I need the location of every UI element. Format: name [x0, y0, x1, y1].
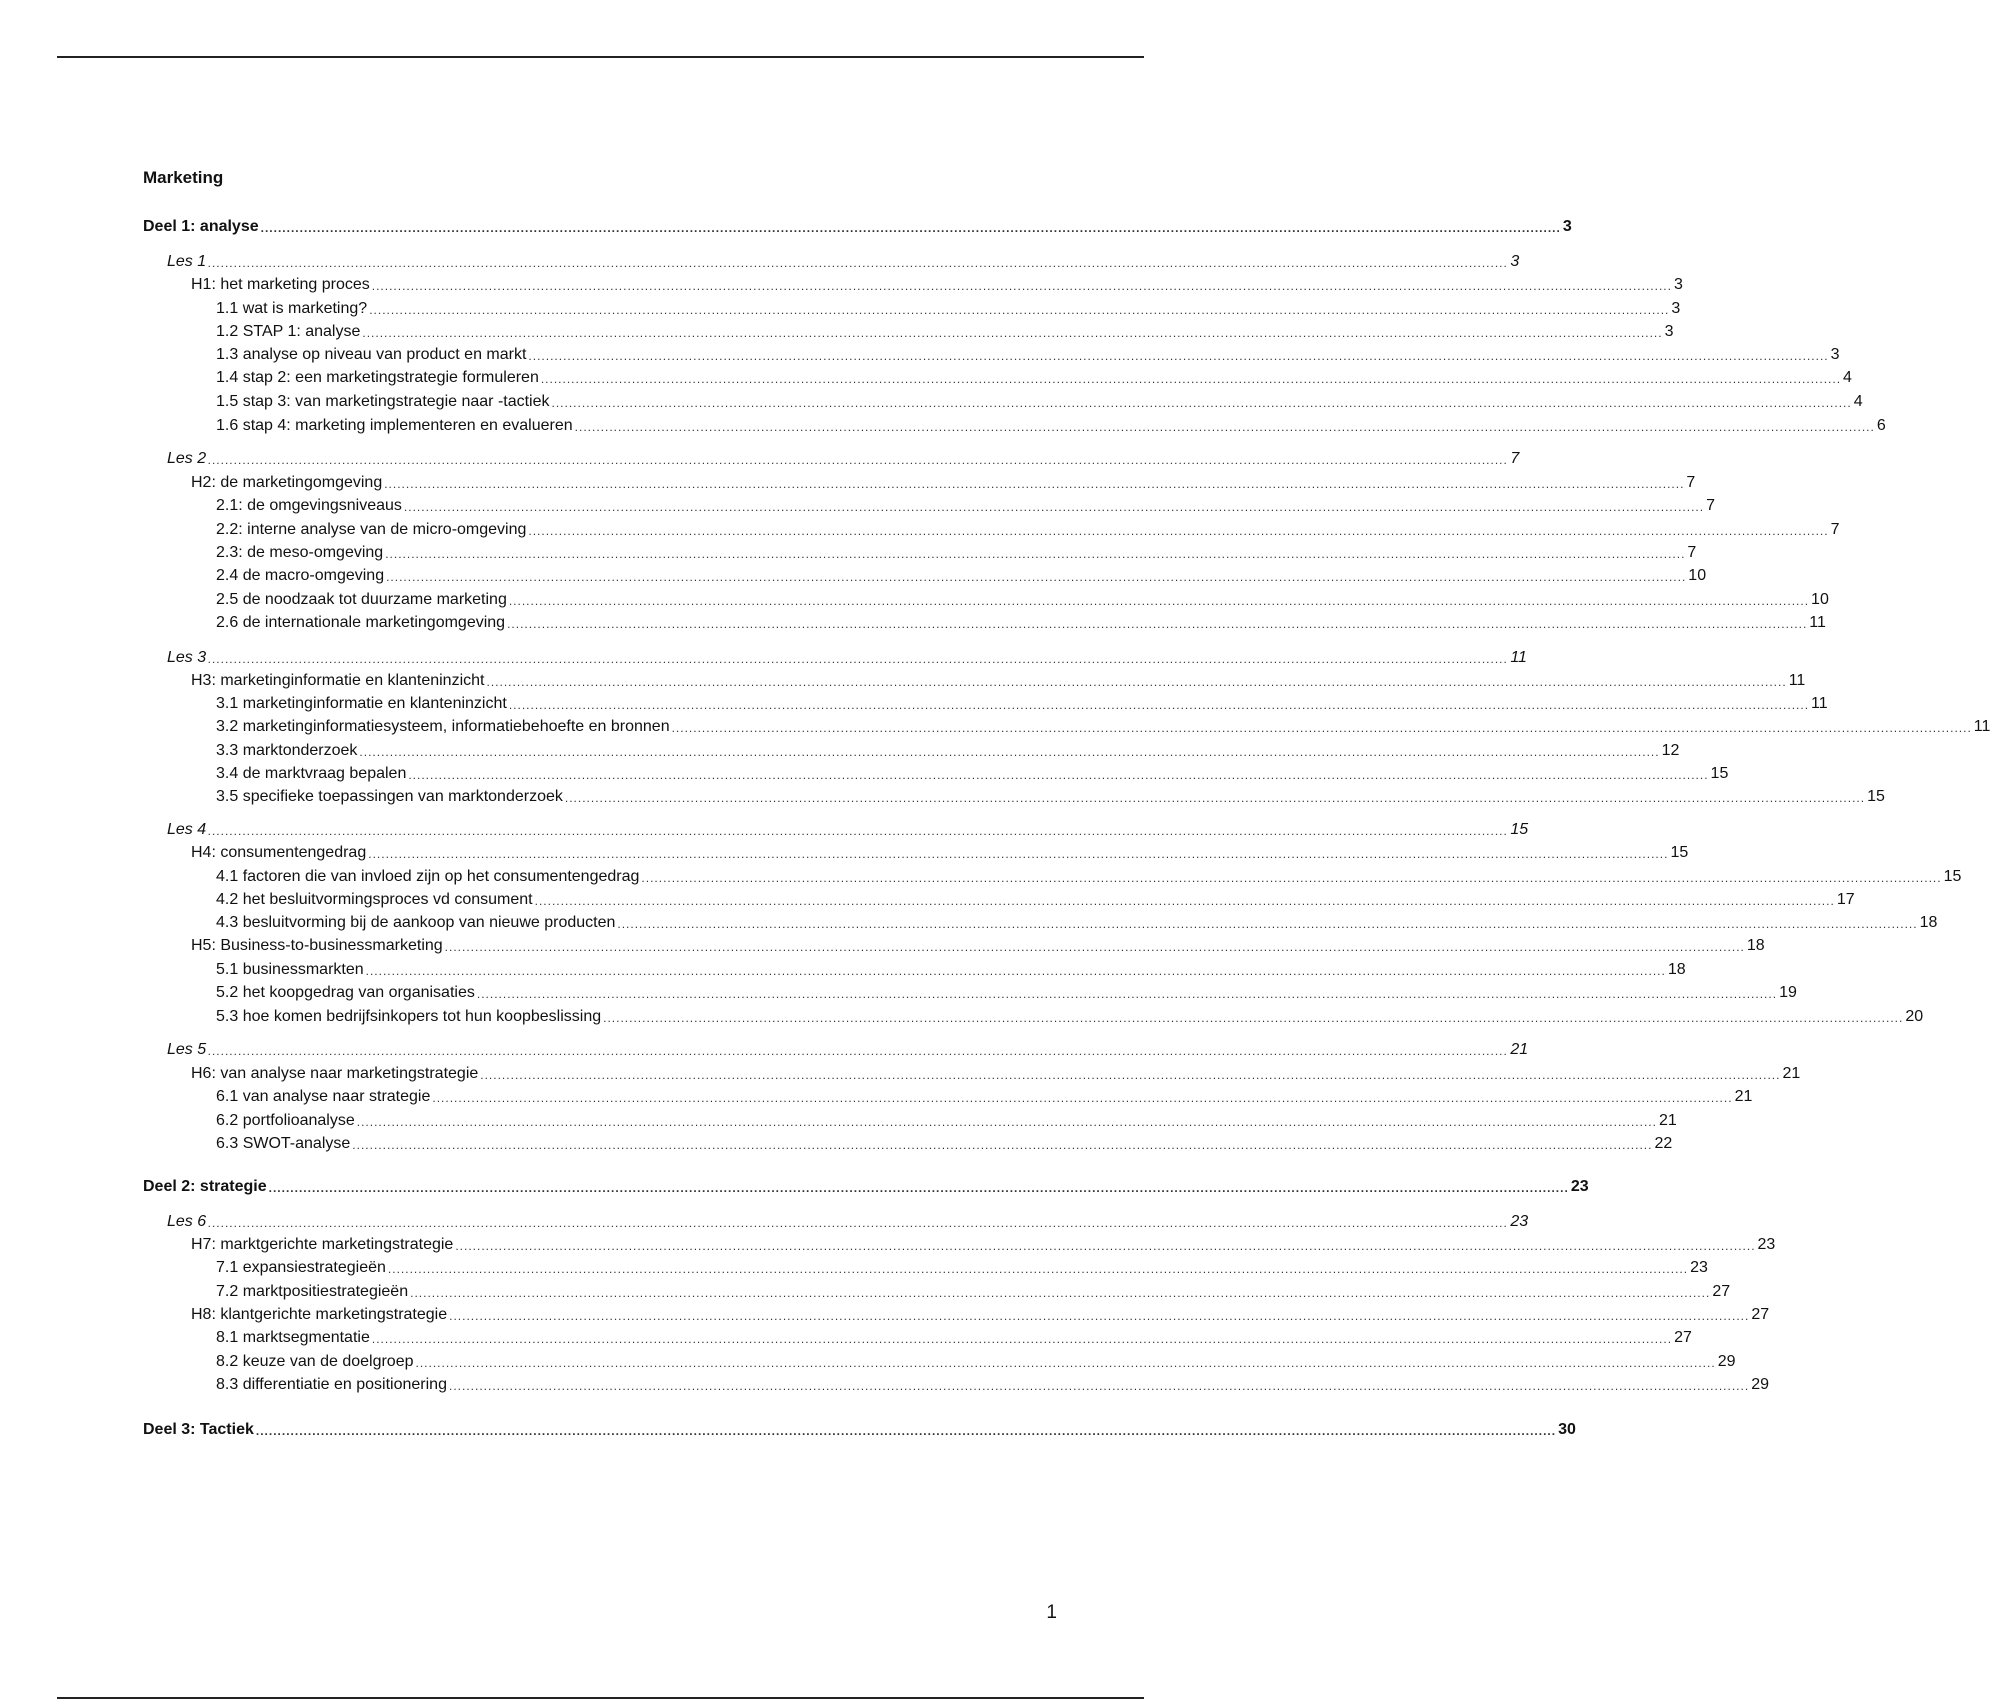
toc-entry-page: 19: [1779, 984, 1797, 1001]
document-title: Marketing: [143, 168, 224, 187]
toc-entry[interactable]: [143, 934, 1765, 956]
toc-entry-page: 3: [1671, 300, 1681, 317]
toc-entry-page: 7: [1510, 450, 1520, 467]
toc-entry-page: 29: [1751, 1376, 1769, 1393]
toc-entry-page: 20: [1905, 1008, 1924, 1025]
toc-entry[interactable]: [143, 911, 1938, 933]
toc-entry-page: 7: [1830, 521, 1840, 538]
toc-entry-title: 3.1 marketinginformatie en klanteninzicht: [216, 695, 507, 712]
toc-dot-leader: ............................................................................................................................................................................................................................................................................................................: [551, 396, 1852, 410]
toc-entry-title: H4: consumentengedrag: [191, 844, 367, 861]
toc-entry-page: 11: [1809, 614, 1826, 631]
toc-entry-title: 1.5 stap 3: van marketingstrategie naar -tactiek: [216, 393, 550, 410]
toc-entry-title: Les 2: [167, 450, 207, 467]
toc-entry-page: 11: [1788, 672, 1806, 689]
toc-entry-page: 23: [1690, 1259, 1708, 1276]
toc-entry-page: 4: [1853, 393, 1863, 410]
toc-entry-title: Les 6: [167, 1213, 207, 1230]
toc-entry[interactable]: [143, 981, 1797, 1003]
toc-entry-title: 1.4 stap 2: een marketingstrategie formuleren: [216, 369, 539, 386]
toc-entry-page: 21: [1658, 1112, 1677, 1129]
toc-entry-title: 5.1 businessmarkten: [216, 961, 364, 978]
toc-entry-page: 15: [1510, 821, 1529, 838]
toc-entry-title: 2.1: de omgevingsniveaus: [216, 497, 402, 514]
toc-entry[interactable]: [143, 888, 1855, 910]
page-number: 1: [1046, 1602, 1057, 1623]
toc-entry-page: 21: [1734, 1088, 1753, 1105]
toc-entry-page: 10: [1811, 591, 1829, 608]
toc-dot-leader: ............................................................................................................................................................................................................................................................................................................: [603, 1011, 1904, 1025]
toc-entry-page: 27: [1712, 1283, 1731, 1300]
toc-entry-title: H8: klantgerichte marketingstrategie: [191, 1306, 448, 1323]
toc-entry-title: 4.2 het besluitvormingsproces vd consument: [216, 891, 533, 908]
toc-dot-leader: ............................................................................................................................................................................................................................................................................................................: [448, 1379, 1750, 1393]
toc-dot-leader: ............................................................................................................................................................................................................................................................................................................: [432, 1091, 1733, 1105]
toc-entry-page: 3: [1562, 218, 1572, 235]
toc-entry[interactable]: [143, 646, 1527, 668]
toc-entry[interactable]: [143, 494, 1716, 516]
toc-entry[interactable]: [143, 250, 1520, 272]
toc-entry-title: 3.5 specifieke toepassingen van marktonderzoek: [216, 788, 563, 805]
toc-entry[interactable]: [143, 588, 1829, 610]
toc-entry-page: 10: [1688, 567, 1707, 584]
toc-entry-page: 15: [1943, 868, 1962, 885]
toc-entry[interactable]: [143, 669, 1806, 691]
toc-entry[interactable]: [143, 1132, 1673, 1154]
toc-entry-page: 27: [1674, 1329, 1692, 1346]
toc-entry-title: 1.3 analyse op niveau van product en markt: [216, 346, 527, 363]
toc-dot-leader: ............................................................................................................................................................................................................................................................................................................: [403, 500, 1705, 514]
toc-entry-page: 18: [1667, 961, 1686, 978]
toc-entry-title: 2.6 de internationale marketingomgeving: [216, 614, 506, 631]
toc-dot-leader: ............................................................................................................................................................................................................................................................................................................: [528, 349, 1829, 363]
toc-entry-title: 5.2 het koopgedrag van organisaties: [216, 984, 475, 1001]
toc-entry[interactable]: [143, 841, 1689, 863]
toc-entry-page: 15: [1710, 765, 1729, 782]
toc-entry-page: 18: [1919, 914, 1938, 931]
toc-entry-title: 8.2 keuze van de doelgroep: [216, 1353, 414, 1370]
toc-entry-page: 11: [1510, 649, 1527, 666]
toc-dot-leader: ............................................................................................................................................................................................................................................................................................................: [617, 917, 1918, 931]
toc-dot-leader: ............................................................................................................................................................................................................................................................................................................: [356, 1115, 1657, 1129]
toc-dot-leader: ............................................................................................................................................................................................................................................................................................................: [444, 940, 1745, 954]
toc-entry-title: H6: van analyse naar marketingstrategie: [191, 1065, 479, 1082]
toc-entry[interactable]: [143, 297, 1681, 319]
toc-entry[interactable]: [143, 273, 1683, 295]
toc-dot-leader: ............................................................................................................................................................................................................................................................................................................: [352, 1138, 1653, 1152]
toc-entry-page: 21: [1782, 1065, 1801, 1082]
toc-entry[interactable]: [143, 1085, 1753, 1107]
footer-rule: [57, 1697, 1144, 1699]
toc-dot-leader: ............................................................................................................................................................................................................................................................................................................: [369, 303, 1670, 317]
toc-entry[interactable]: [143, 1210, 1529, 1232]
toc-entry[interactable]: [143, 471, 1696, 493]
toc-entry[interactable]: [143, 1062, 1801, 1084]
toc-dot-leader: ............................................................................................................................................................................................................................................................................................................: [365, 964, 1666, 978]
toc-dot-leader: ............................................................................................................................................................................................................................................................................................................: [415, 1356, 1716, 1370]
toc-dot-leader: ............................................................................................................................................................................................................................................................................................................: [260, 221, 1561, 235]
toc-entry[interactable]: [143, 1038, 1529, 1060]
toc-entry-page: 6: [1876, 417, 1886, 434]
toc-entry-title: 6.2 portfolioanalyse: [216, 1112, 355, 1129]
toc-entry[interactable]: [143, 1418, 1576, 1440]
toc-entry-title: Les 4: [167, 821, 207, 838]
toc-entry-page: 29: [1717, 1353, 1736, 1370]
toc-dot-leader: ............................................................................................................................................................................................................................................................................................................: [486, 675, 1787, 689]
toc-dot-leader: ............................................................................................................................................................................................................................................................................................................: [540, 372, 1842, 386]
toc-entry-page: 12: [1661, 742, 1680, 759]
toc-entry-title: 1.2 STAP 1: analyse: [216, 323, 361, 340]
toc-entry-title: 3.3 marktonderzoek: [216, 742, 358, 759]
toc-dot-leader: ............................................................................................................................................................................................................................................................................................................: [385, 547, 1686, 561]
toc-dot-leader: ............................................................................................................................................................................................................................................................................................................: [564, 791, 1866, 805]
toc-entry[interactable]: [143, 865, 1962, 887]
toc-entry-title: 2.4 de macro-omgeving: [216, 567, 385, 584]
toc-entry-title: 1.1 wat is marketing?: [216, 300, 368, 317]
toc-entry[interactable]: [143, 785, 1885, 807]
toc-dot-leader: ............................................................................................................................................................................................................................................................................................................: [449, 1309, 1750, 1323]
toc-entry-page: 27: [1751, 1306, 1770, 1323]
toc-dot-leader: ............................................................................................................................................................................................................................................................................................................: [534, 894, 1835, 908]
toc-entry-page: 3: [1830, 346, 1840, 363]
toc-entry[interactable]: [143, 739, 1680, 761]
toc-entry-title: 6.3 SWOT-analyse: [216, 1135, 351, 1152]
toc-entry-title: Les 1: [167, 253, 207, 270]
toc-entry-page: 17: [1836, 891, 1855, 908]
toc-dot-leader: ............................................................................................................................................................................................................................................................................................................: [480, 1068, 1781, 1082]
toc-entry-title: 6.1 van analyse naar strategie: [216, 1088, 431, 1105]
toc-entry[interactable]: [143, 1175, 1589, 1197]
toc-entry[interactable]: [143, 611, 1826, 633]
toc-entry-page: 23: [1757, 1236, 1776, 1253]
toc-dot-leader: ............................................................................................................................................................................................................................................................................................................: [386, 570, 1687, 584]
toc-dot-leader: ............................................................................................................................................................................................................................................................................................................: [359, 745, 1660, 759]
toc-dot-leader: ............................................................................................................................................................................................................................................................................................................: [508, 698, 1810, 712]
toc-entry-title: 2.3: de meso-omgeving: [216, 544, 384, 561]
toc-entry-page: 15: [1867, 788, 1885, 805]
toc-dot-leader: ............................................................................................................................................................................................................................................................................................................: [368, 847, 1669, 861]
toc-entry[interactable]: [143, 1109, 1677, 1131]
toc-dot-leader: ............................................................................................................................................................................................................................................................................................................: [408, 768, 1709, 782]
toc-dot-leader: ............................................................................................................................................................................................................................................................................................................: [208, 824, 1509, 838]
toc-dot-leader: ............................................................................................................................................................................................................................................................................................................: [208, 1216, 1509, 1230]
toc-entry[interactable]: [143, 518, 1840, 540]
toc-entry-title: 4.1 factoren die van invloed zijn op het consumentengedrag: [216, 868, 640, 885]
toc-entry-title: Les 3: [167, 649, 207, 666]
toc-entry[interactable]: [143, 1303, 1770, 1325]
toc-entry-title: 8.1 marktsegmentatie: [216, 1329, 370, 1346]
toc-entry-title: 7.2 marktpositiestrategieën: [216, 1283, 409, 1300]
toc-entry-page: 3: [1510, 253, 1520, 270]
toc-dot-leader: ............................................................................................................................................................................................................................................................................................................: [371, 279, 1672, 293]
toc-dot-leader: ............................................................................................................................................................................................................................................................................................................: [508, 594, 1810, 608]
toc-entry-title: H5: Business-to-businessmarketing: [191, 937, 443, 954]
toc-entry-page: 15: [1670, 844, 1689, 861]
toc-entry-title: 2.2: interne analyse van de micro-omgeving: [216, 521, 527, 538]
toc-entry[interactable]: [143, 1256, 1708, 1278]
toc-entry-title: 3.2 marketinginformatiesysteem, informatiebehoefte en bronnen: [216, 718, 670, 735]
toc-entry-title: H7: marktgerichte marketingstrategie: [191, 1236, 454, 1253]
toc-entry[interactable]: [143, 390, 1863, 412]
toc-entry-page: 3: [1664, 323, 1674, 340]
toc-entry[interactable]: [143, 1280, 1731, 1302]
toc-entry-page: 23: [1510, 1213, 1529, 1230]
toc-entry-title: 8.3 differentiatie en positionering: [216, 1376, 447, 1393]
toc-entry-title: Deel 2: strategie: [143, 1178, 267, 1195]
toc-entry-page: 30: [1558, 1421, 1576, 1438]
toc-entry[interactable]: [143, 414, 1886, 436]
toc-entry[interactable]: [143, 1233, 1776, 1255]
toc-entry[interactable]: [143, 447, 1520, 469]
toc-dot-leader: ............................................................................................................................................................................................................................................................................................................: [507, 617, 1808, 631]
toc-entry[interactable]: [143, 958, 1686, 980]
toc-dot-leader: ............................................................................................................................................................................................................................................................................................................: [208, 256, 1509, 270]
toc-entry-page: 11: [1973, 718, 1990, 735]
toc-entry-title: 3.4 de marktvraag bepalen: [216, 765, 407, 782]
toc-entry[interactable]: [143, 1326, 1692, 1348]
toc-entry-title: H2: de marketingomgeving: [191, 474, 383, 491]
toc-dot-leader: ............................................................................................................................................................................................................................................................................................................: [476, 987, 1778, 1001]
toc-entry-title: 1.6 stap 4: marketing implementeren en evalueren: [216, 417, 573, 434]
toc-entry-page: 7: [1687, 544, 1697, 561]
toc-entry-title: 2.5 de noodzaak tot duurzame marketing: [216, 591, 507, 608]
toc-dot-leader: ............................................................................................................................................................................................................................................................................................................: [384, 477, 1685, 491]
toc-entry-page: 7: [1706, 497, 1716, 514]
toc-entry-page: 22: [1654, 1135, 1673, 1152]
toc-dot-leader: ............................................................................................................................................................................................................................................................................................................: [371, 1332, 1673, 1346]
toc-dot-leader: ............................................................................................................................................................................................................................................................................................................: [455, 1239, 1756, 1253]
toc-dot-leader: ............................................................................................................................................................................................................................................................................................................: [255, 1424, 1557, 1438]
toc-entry-page: 11: [1811, 695, 1828, 712]
toc-entry-title: H3: marketinginformatie en klanteninzicht: [191, 672, 485, 689]
toc-entry-page: 21: [1510, 1041, 1529, 1058]
toc-entry[interactable]: [143, 1350, 1736, 1372]
table-of-contents: [143, 0, 1990, 1700]
toc-entry-page: 3: [1673, 276, 1683, 293]
toc-entry-title: H1: het marketing proces: [191, 276, 370, 293]
toc-entry[interactable]: [143, 343, 1840, 365]
toc-entry-page: 7: [1686, 474, 1696, 491]
toc-entry-title: Les 5: [167, 1041, 207, 1058]
toc-entry-title: Deel 3: Tactiek: [143, 1421, 254, 1438]
toc-entry[interactable]: [143, 564, 1707, 586]
toc-entry[interactable]: [143, 320, 1674, 342]
toc-entry[interactable]: [143, 692, 1828, 714]
toc-entry-page: 18: [1746, 937, 1765, 954]
toc-entry[interactable]: [143, 541, 1697, 563]
toc-dot-leader: ............................................................................................................................................................................................................................................................................................................: [268, 1181, 1569, 1195]
toc-entry-page: 23: [1570, 1178, 1589, 1195]
toc-dot-leader: ............................................................................................................................................................................................................................................................................................................: [574, 420, 1875, 434]
toc-entry[interactable]: [143, 366, 1852, 388]
toc-entry[interactable]: [143, 1373, 1769, 1395]
toc-entry-title: 7.1 expansiestrategieën: [216, 1259, 386, 1276]
toc-entry-title: Deel 1: analyse: [143, 218, 259, 235]
toc-dot-leader: ............................................................................................................................................................................................................................................................................................................: [641, 871, 1942, 885]
toc-dot-leader: ............................................................................................................................................................................................................................................................................................................: [410, 1286, 1711, 1300]
toc-entry[interactable]: [143, 715, 1990, 737]
toc-dot-leader: ............................................................................................................................................................................................................................................................................................................: [671, 721, 1972, 735]
toc-dot-leader: ............................................................................................................................................................................................................................................................................................................: [208, 1044, 1509, 1058]
toc-entry-title: 4.3 besluitvorming bij de aankoop van nieuwe producten: [216, 914, 616, 931]
toc-entry-page: 4: [1843, 369, 1852, 386]
toc-entry[interactable]: [143, 1005, 1924, 1027]
toc-dot-leader: ............................................................................................................................................................................................................................................................................................................: [387, 1262, 1689, 1276]
toc-entry[interactable]: [143, 818, 1529, 840]
toc-dot-leader: ............................................................................................................................................................................................................................................................................................................: [208, 652, 1509, 666]
toc-dot-leader: ............................................................................................................................................................................................................................................................................................................: [208, 453, 1509, 467]
toc-entry-title: 5.3 hoe komen bedrijfsinkopers tot hun koopbeslissing: [216, 1008, 602, 1025]
toc-entry[interactable]: [143, 215, 1572, 237]
toc-dot-leader: ............................................................................................................................................................................................................................................................................................................: [362, 326, 1663, 340]
toc-dot-leader: ............................................................................................................................................................................................................................................................................................................: [528, 524, 1829, 538]
toc-entry[interactable]: [143, 762, 1729, 784]
